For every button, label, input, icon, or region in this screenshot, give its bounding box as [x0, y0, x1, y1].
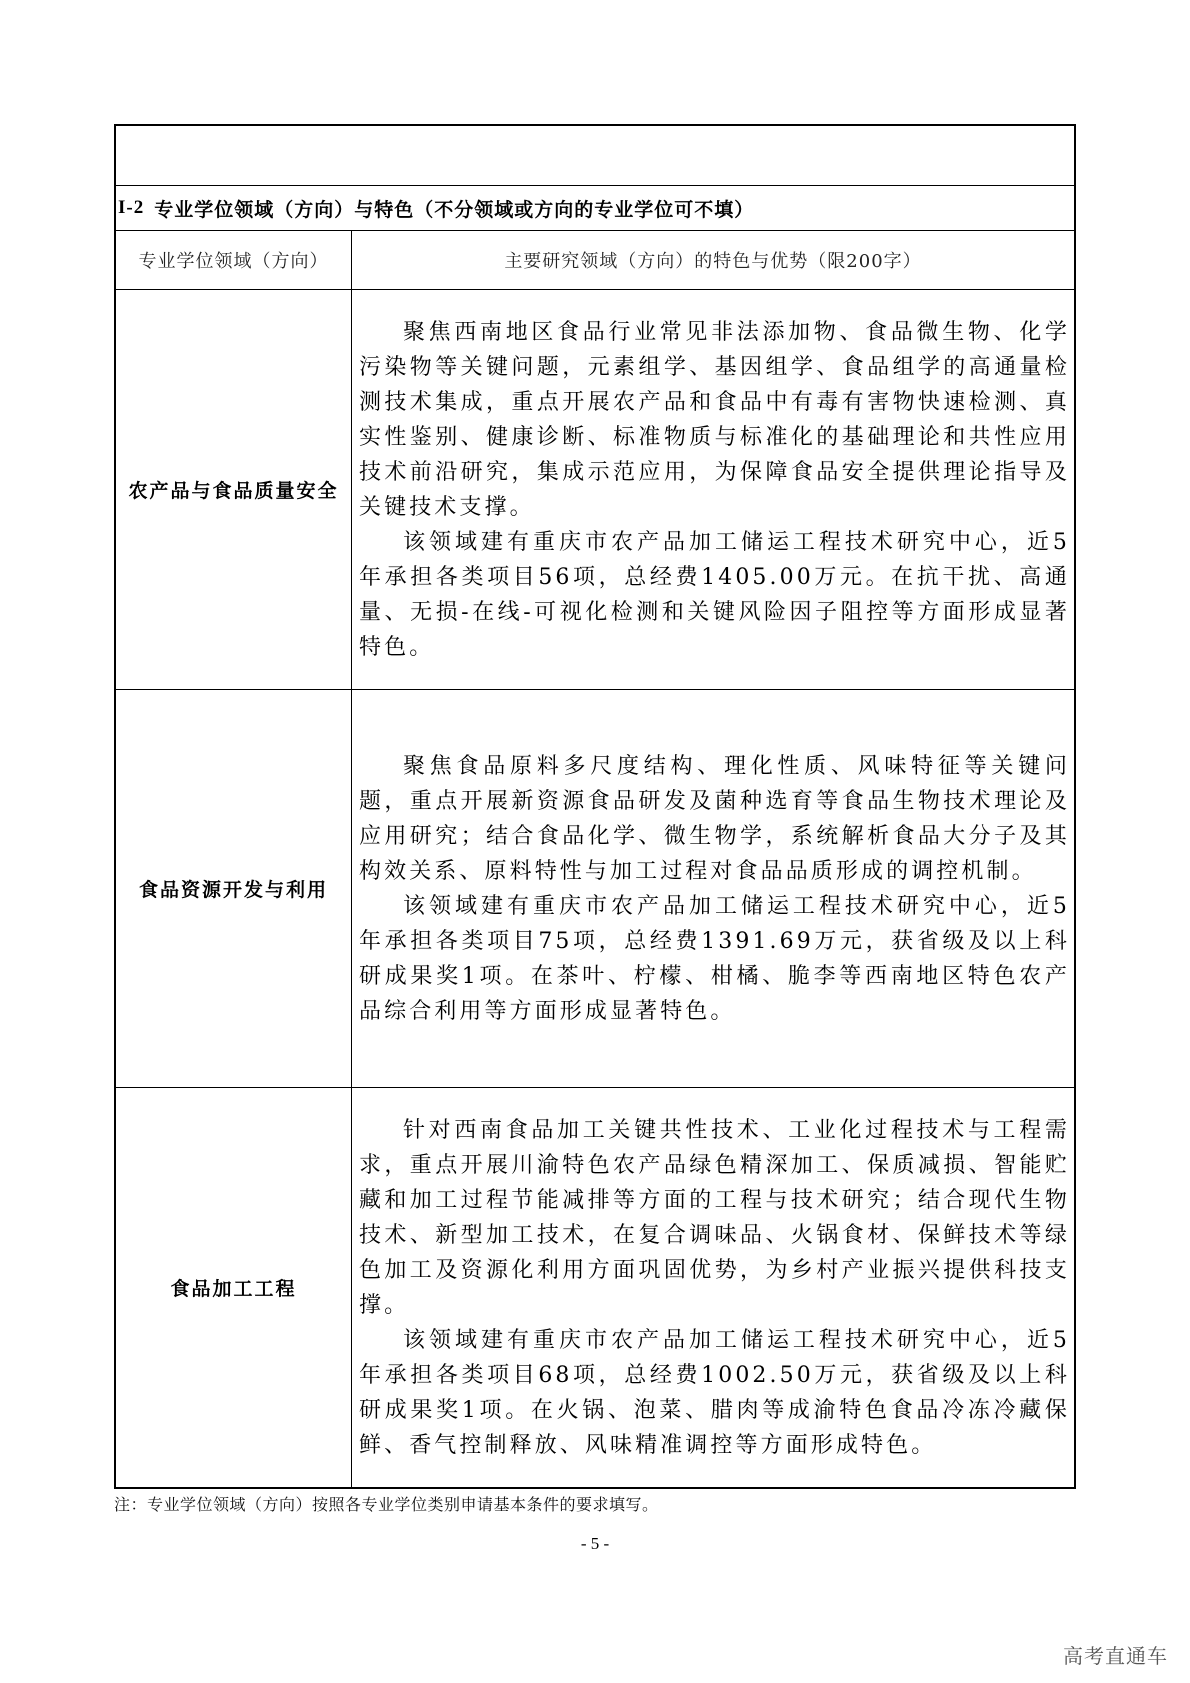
- description-paragraph: 该领域建有重庆市农产品加工储运工程技术研究中心，近5年承担各类项目56项，总经费1405.00万元。在抗干扰、高通量、无损-在线-可视化检测和关键风险因子阻控等方面形成显著特色。: [359, 529, 1070, 660]
- form-table: [114, 124, 1076, 1489]
- header-features-column: 主要研究领域（方向）的特色与优势（限200字）: [504, 251, 922, 272]
- footnote: 注：专业学位领域（方向）按照各专业学位类别申请基本条件的要求填写。: [114, 1495, 659, 1514]
- field-description: [352, 1088, 1074, 1487]
- table-row: [116, 689, 1074, 1087]
- page-number: - 5 -: [580, 1534, 610, 1553]
- blank-row: [116, 126, 1074, 185]
- description-paragraph: 针对西南食品加工关键共性技术、工业化过程技术与工程需求，重点开展川渝特色农产品绿色精深加工、保质减损、智能贮藏和加工过程节能减排等方面的工程与技术研究；结合现代生物技术、新型加工技术，在复合调味品、火锅食材、保鲜技术等绿色加工及资源化利用方面巩固优势，为乡村产业振兴提供科技支撑。: [359, 1117, 1070, 1318]
- table-row: [116, 289, 1074, 689]
- section-title-text: 专业学位领域（方向）与特色（不分领域或方向的专业学位可不填）: [154, 198, 755, 221]
- description-paragraph: 该领域建有重庆市农产品加工储运工程技术研究中心，近5年承担各类项目75项，总经费1391.69万元，获省级及以上科研成果奖1项。在茶叶、柠檬、柑橘、脆李等西南地区特色农产品综合利用等方面形成显著特色。: [359, 893, 1070, 1024]
- section-code: I-2: [118, 197, 145, 218]
- section-title: [116, 185, 1074, 230]
- watermark: 高考直通车: [1063, 1644, 1168, 1668]
- field-name: 农产品与食品质量安全: [116, 290, 352, 689]
- description-paragraph: 聚焦食品原料多尺度结构、理化性质、风味特征等关键问题，重点开展新资源食品研发及菌种选育等食品生物技术理论及应用研究；结合食品化学、微生物学，系统解析食品大分子及其构效关系、原料特性与加工过程对食品品质形成的调控机制。: [359, 753, 1070, 884]
- description-paragraph: 聚焦西南地区食品行业常见非法添加物、食品微生物、化学污染物等关键问题，元素组学、基因组学、食品组学的高通量检测技术集成，重点开展农产品和食品中有毒有害物快速检测、真实性鉴别、健康诊断、标准物质与标准化的基础理论和共性应用技术前沿研究，集成示范应用，为保障食品安全提供理论指导及关键技术支撑。: [359, 319, 1070, 520]
- table-row: [116, 1087, 1074, 1487]
- field-description: [352, 290, 1074, 689]
- field-description: [352, 690, 1074, 1087]
- table-header-row: [116, 230, 1074, 289]
- description-paragraph: 该领域建有重庆市农产品加工储运工程技术研究中心，近5年承担各类项目68项，总经费1002.50万元，获省级及以上科研成果奖1项。在火锅、泡菜、腊肉等成渝特色食品冷冻冷藏保鲜、香气控制释放、风味精准调控等方面形成特色。: [359, 1327, 1070, 1458]
- field-name: 食品加工工程: [116, 1088, 352, 1487]
- field-name: 食品资源开发与利用: [116, 690, 352, 1087]
- header-field-column: 专业学位领域（方向）: [116, 231, 352, 289]
